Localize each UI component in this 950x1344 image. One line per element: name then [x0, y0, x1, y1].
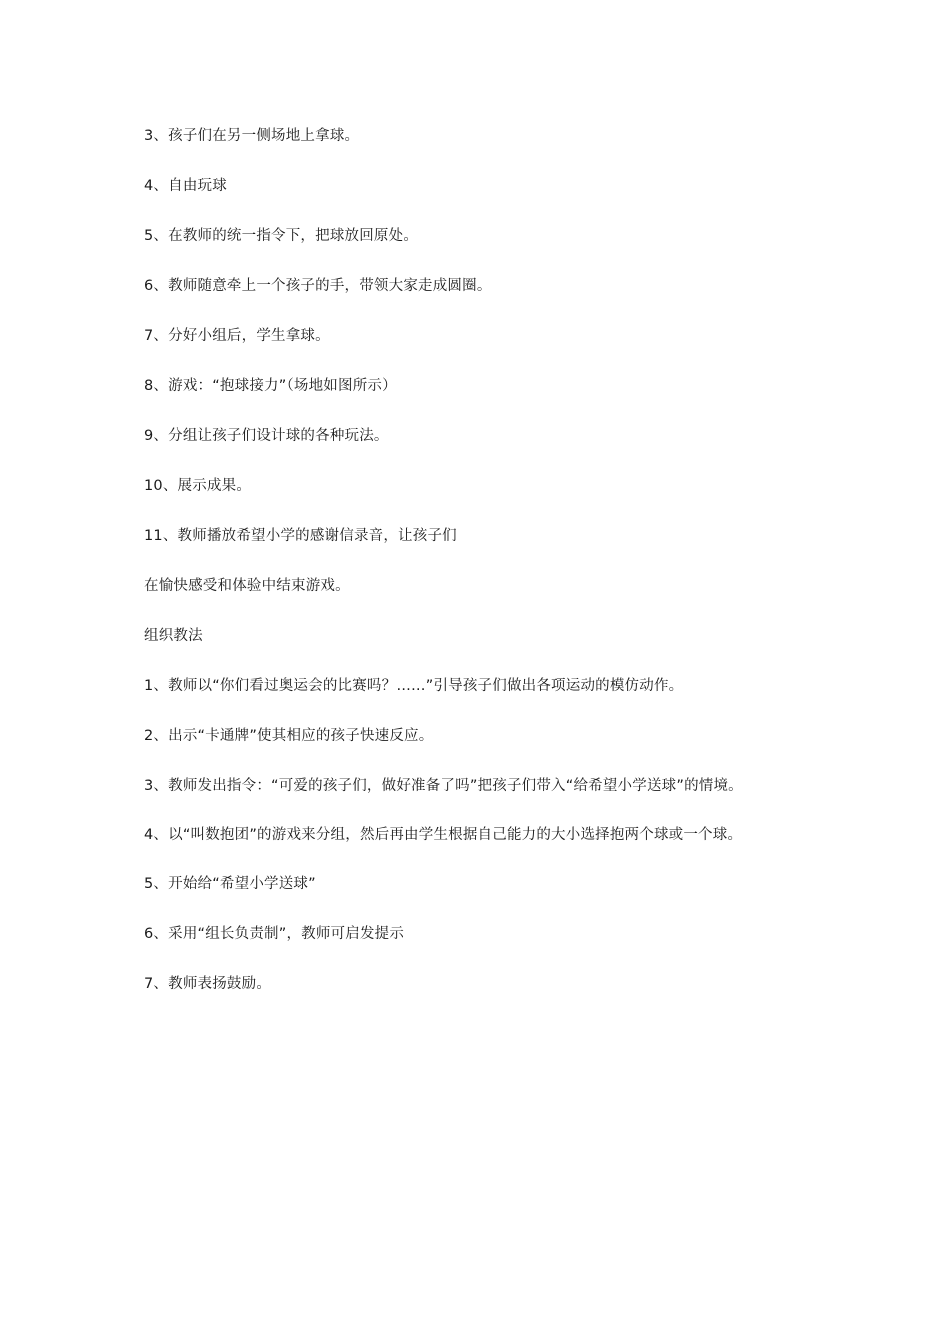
list-item: 5、在教师的统一指令下，把球放回原处。 — [144, 228, 419, 244]
list-item: 在愉快感受和体验中结束游戏。 — [144, 578, 350, 594]
list-item: 6、采用“组长负责制”，教师可启发提示 — [144, 926, 405, 942]
list-item: 2、出示“卡通牌”使其相应的孩子快速反应。 — [144, 728, 434, 744]
list-item: 7、分好小组后，学生拿球。 — [144, 328, 330, 344]
list-item: 4、以“叫数抱团”的游戏来分组，然后再由学生根据自己能力的大小选择抱两个球或一个球。 — [144, 827, 743, 843]
list-item: 1、教师以“你们看过奥运会的比赛吗？……”引导孩子们做出各项运动的模仿动作。 — [144, 678, 684, 694]
list-item: 11、教师播放希望小学的感谢信录音，让孩子们 — [144, 528, 457, 544]
list-item: 8、游戏：“抱球接力”（场地如图所示） — [144, 378, 397, 394]
list-item: 3、孩子们在另一侧场地上拿球。 — [144, 128, 360, 144]
list-item: 5、开始给“希望小学送球” — [144, 876, 316, 892]
list-item: 6、教师随意牵上一个孩子的手，带领大家走成圆圈。 — [144, 278, 492, 294]
section-heading: 组织教法 — [144, 628, 203, 644]
list-item: 3、教师发出指令：“可爱的孩子们，做好准备了吗”把孩子们带入“给希望小学送球”的情境。 — [144, 778, 743, 794]
list-item: 9、分组让孩子们设计球的各种玩法。 — [144, 428, 389, 444]
list-item: 4、自由玩球 — [144, 178, 227, 194]
document-body — [144, 124, 814, 1022]
list-item: 7、教师表扬鼓励。 — [144, 976, 272, 992]
list-item: 10、展示成果。 — [144, 478, 252, 494]
